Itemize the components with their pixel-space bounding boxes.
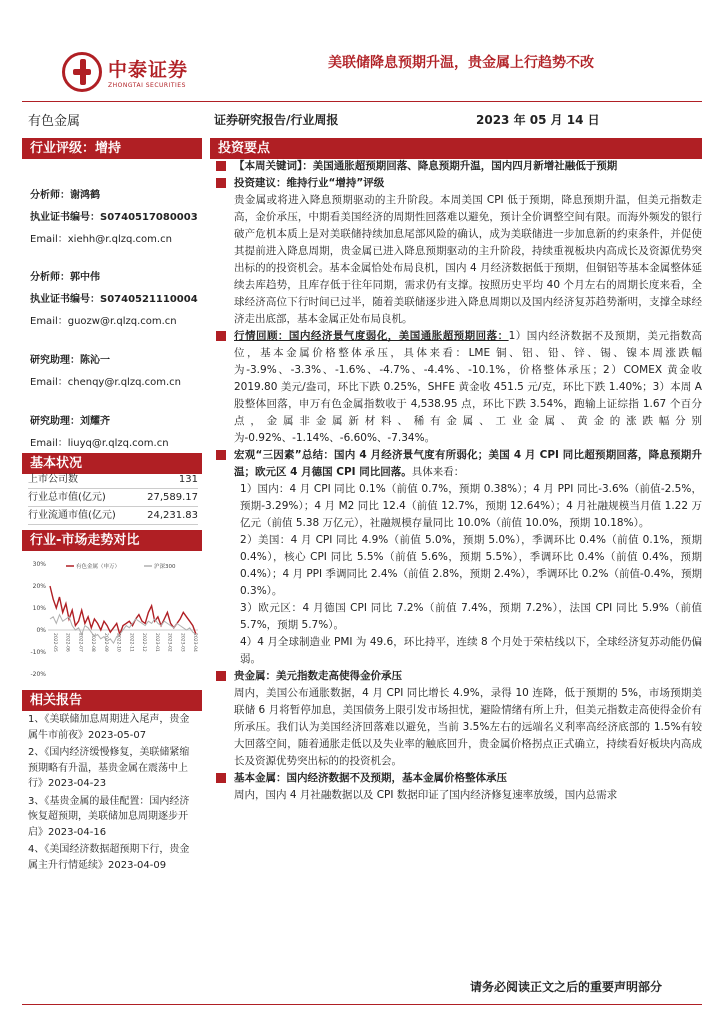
header-divider: [22, 101, 702, 102]
stats-key: 行业流通市值(亿元): [28, 510, 116, 521]
macro-heading: 宏观“三因素”总结：国内 4 月经济景气度有所弱化；美国 4 月 CPI 同比超预期回落，降息预期升温；欧元区 4 月德国 CPI 同比回落。: [234, 449, 702, 478]
analyst-email[interactable]: Email：xiehh@r.qlzq.com.cn: [30, 234, 172, 245]
related-report-item[interactable]: 4、《美国经济数据超预期下行，贵金属主升行情延续》2023-04-09: [28, 844, 190, 871]
trend-bar: 行业-市场走势对比: [22, 530, 202, 551]
base-metals-heading: 基本金属：国内经济数据不及预期，基本金属价格整体承压: [234, 772, 507, 784]
stats-key: 上市公司数: [28, 474, 78, 485]
market-review-item: [214, 328, 702, 447]
related-reports-bar: 相关报告: [22, 690, 202, 711]
y-tick-label: -20%: [30, 671, 46, 678]
market-review-heading: 行情回顾：国内经济景气度弱化，美国通胀超预期回落：: [234, 330, 509, 342]
legend-label: 有色金属（申万）: [76, 564, 121, 570]
x-tick-label: 2022-08: [90, 633, 96, 652]
x-tick-label: 2023-04: [192, 633, 197, 652]
macro-tail: 具体来看：: [411, 466, 465, 478]
legend-label: 沪深300: [154, 564, 176, 570]
main-content: [214, 158, 702, 804]
precious-metals-item: [214, 668, 702, 685]
x-tick-label: 2022-07: [77, 633, 83, 652]
bullet-icon: [216, 450, 226, 460]
bullet-icon: [216, 178, 226, 188]
y-tick-label: 20%: [32, 583, 46, 590]
advice-heading: 投资建议：维持行业“增持”评级: [234, 177, 385, 189]
stats-value: 131: [178, 474, 198, 485]
y-tick-label: 0%: [36, 627, 46, 634]
logo-icon: [62, 52, 102, 92]
analyst-cert: 执业证书编号：S0740517080003: [30, 212, 198, 223]
x-tick-label: 2023-01: [153, 633, 159, 652]
x-tick-label: 2022-11: [128, 633, 134, 652]
logo-name: 中泰证券: [108, 59, 189, 81]
x-tick-label: 2022-09: [102, 633, 108, 652]
assistant-block-1: [30, 351, 202, 395]
footer-divider: [22, 1004, 702, 1005]
x-tick-label: 2022-10: [115, 633, 121, 652]
y-tick-label: -10%: [30, 649, 46, 656]
investment-points-bar: 投资要点: [210, 138, 702, 159]
report-title: 美联储降息预期升温，贵金属上行趋势不改: [328, 55, 594, 71]
assistant-email[interactable]: Email：chenqy@r.qlzq.com.cn: [30, 377, 181, 388]
analyst-name: 分析师：郭中伟: [30, 272, 100, 283]
related-reports: [28, 712, 198, 875]
keywords-text: 【本周关键词】：美国通胀超预期回落、降息预期升温，国内四月新增社融低于预期: [234, 160, 618, 172]
stats-value: 24,231.83: [147, 510, 198, 521]
related-report-item[interactable]: 3、《基贵金属的最佳配置：国内经济恢复超预期，美联储加息周期逐步开启》2023-04-16: [28, 795, 190, 838]
analyst-name: 分析师：谢鸿鹤: [30, 190, 100, 201]
x-tick-label: 2022-05: [52, 633, 57, 652]
basic-info-bar: 基本状况: [22, 453, 202, 474]
x-tick-label: 2022-06: [64, 633, 70, 652]
bullet-icon: [216, 331, 226, 341]
disclaimer-footer: 请务必阅读正文之后的重要声明部分: [470, 980, 663, 994]
logo-english: ZHONGTAI SECURITIES: [108, 82, 186, 89]
report-type: 证券研究报告/行业周报: [214, 113, 339, 127]
bullet-icon: [216, 671, 226, 681]
x-tick-label: 2023-02: [166, 633, 172, 652]
related-report-item[interactable]: 2、《国内经济缓慢修复，美联储紧缩预期略有升温，基贵金属在震荡中上行》2023-04-23: [28, 747, 190, 789]
bullet-icon: [216, 161, 226, 171]
base-metals-item: [214, 770, 702, 787]
bullet-icon: [216, 773, 226, 783]
macro-pmi: 4）4 月全球制造业 PMI 为 49.6，环比持平，连续 8 个月处于荣枯线以下，全球经济复苏动能仍偏弱。: [240, 636, 702, 665]
keywords-item: [214, 158, 702, 175]
company-logo: [62, 50, 197, 94]
assistant-block-2: [30, 412, 202, 456]
advice-text: 贵金属或将进入降息预期驱动的主升阶段。本周美国 CPI 低于预期，降息预期升温，但美元指数走高，金价承压，中期看美国经济的周期性回落难以避免，预计全价调整空间有限。而海外频发的银行破产危机本质上是对美联储持续加息尾部风险的确认，成为美联储进一步加息新的约束条件，并促使其提前进入降息周期，贵金属已进入降息预期驱动的主升阶段，持续重视板块内高成长及资源优势突出标的的投资机会。基本金属恰处布局良机，国内 4 月经济数据低于预期，但铜铝等基本金属整体延续去库趋势，且库存低于往年同期，需求仍有支撑。按照历史平均 40 个月左右的周期长度来看，全球经济高位下行时间已过半，随着美联储逐步进入降息周期以及国内经济复苏趋势渐明，支撑全球经济走出底部，基本金属正处布局良机。: [234, 194, 702, 325]
advice-item: [214, 175, 702, 192]
base-metals-text: 周内，国内 4 月社融数据以及 CPI 数据印证了国内经济修复速率放缓，国内总需求: [234, 789, 618, 801]
precious-metals-heading: 贵金属：美元指数走高使得金价承压: [234, 670, 402, 682]
stats-value: 27,589.17: [147, 492, 198, 503]
x-tick-label: 2023-03: [179, 633, 185, 652]
analyst-block-2: [30, 268, 202, 334]
stats-row: [28, 489, 198, 507]
y-tick-label: 30%: [32, 561, 46, 568]
stats-row: [28, 471, 198, 489]
stats-row: [28, 507, 198, 525]
report-date: 2023 年 05 月 14 日: [476, 113, 600, 127]
rating-bar: 行业评级：增持: [22, 138, 202, 159]
stats-key: 行业总市值(亿元): [28, 492, 106, 503]
stats-table: [28, 471, 198, 525]
assistant-email[interactable]: Email：liuyq@r.qlzq.com.cn: [30, 438, 169, 449]
x-tick-label: 2022-12: [141, 633, 147, 652]
macro-item: [214, 447, 702, 481]
assistant-name: 研究助理：刘耀齐: [30, 416, 110, 427]
trend-chart-svg: [26, 556, 202, 680]
analyst-cert: 执业证书编号：S0740521110004: [30, 294, 198, 305]
precious-metals-text: 周内，美国公布通胀数据，4 月 CPI 同比增长 4.9%，录得 10 连降，低于预期的 5%，市场预期美联储 6 月将暂停加息，美国债务上限引发市场担忧，避险情绪有所上升，但美元指数走高使得金价有所承压。我们认为美国经济回落难以避免，当前 3.5%左右的远端名义利率高经济底部的 1.5%有较大回落空间，随着通胀走低以及失业率的触底回升，贵金属价格拐点正式确立，持续看好板块内高成长及资源优势突出标的的投资机会。: [234, 687, 702, 767]
trend-chart: [26, 556, 202, 680]
y-tick-label: 10%: [32, 605, 46, 612]
macro-china: 1）国内：4 月 CPI 同比 0.1%（前值 0.7%，预期 0.38%）；4 月 PPI 同比-3.6%（前值-2.5%，预期-3.29%）；4 月 M2 同比 12.4（前值 12.7%，预期 12.64%）；4 月社融规模当月值 1.22 万亿元（前值 5.38 万亿元），社融规模存量同比 10.0%（前值 10.0%，预期 10.18%）。: [240, 483, 702, 529]
related-report-item[interactable]: 1、《美联储加息周期进入尾声，贵金属牛市前夜》2023-05-07: [28, 714, 190, 741]
analyst-email[interactable]: Email：guozw@r.qlzq.com.cn: [30, 316, 177, 327]
market-review-text: 1）国内经济数据不及预期，美元指数高位，基本金属价格整体承压，具体来看：LME 铜、铝、铅、锌、锡、镍本周涨跌幅为-3.9%、-3.3%、-1.6%、-4.7%、-4.4%、-10.1%，价格整体承压；2）COMEX 黄金收 2019.80 美元/盎司，环比下跌 0.25%，SHFE 黄金收 451.5 元/克，环比下跌 1.40%；3）本周 A 股整体回落，申万有色金属指数收于 4,538.95 点，环比下跌 3.54%，跑输上证综指 1.67 个百分点，金属非金属新材料、稀有金属、工业金属、黄金的涨跌幅分别为-0.92%、-1.14%、-6.60%、-7.34%。: [234, 330, 702, 444]
analyst-block-1: [30, 186, 202, 252]
sector-name: 有色金属: [28, 114, 81, 129]
macro-us: 2）美国：4 月 CPI 同比 4.9%（前值 5.0%，预期 5.0%），季调环比 0.4%（前值 0.1%，预期 0.4%），核心 CPI 同比 5.5%（前值 5.6%，预期 5.5%），季调环比 0.4%（前值 0.4%，预期 0.4%）；4 月 PPI 季调同比 2.4%（前值 2.8%，预期 2.4%），季调环比 0.2%（前值-0.4%，预期 0.3%）。: [240, 534, 702, 597]
macro-eurozone: 3）欧元区：4 月德国 CPI 同比 7.2%（前值 7.4%，预期 7.2%），法国 CPI 同比 5.9%（前值 5.7%，预期 5.7%）。: [240, 602, 702, 631]
series-line-1: [50, 615, 196, 644]
assistant-name: 研究助理：陈沁一: [30, 355, 110, 366]
